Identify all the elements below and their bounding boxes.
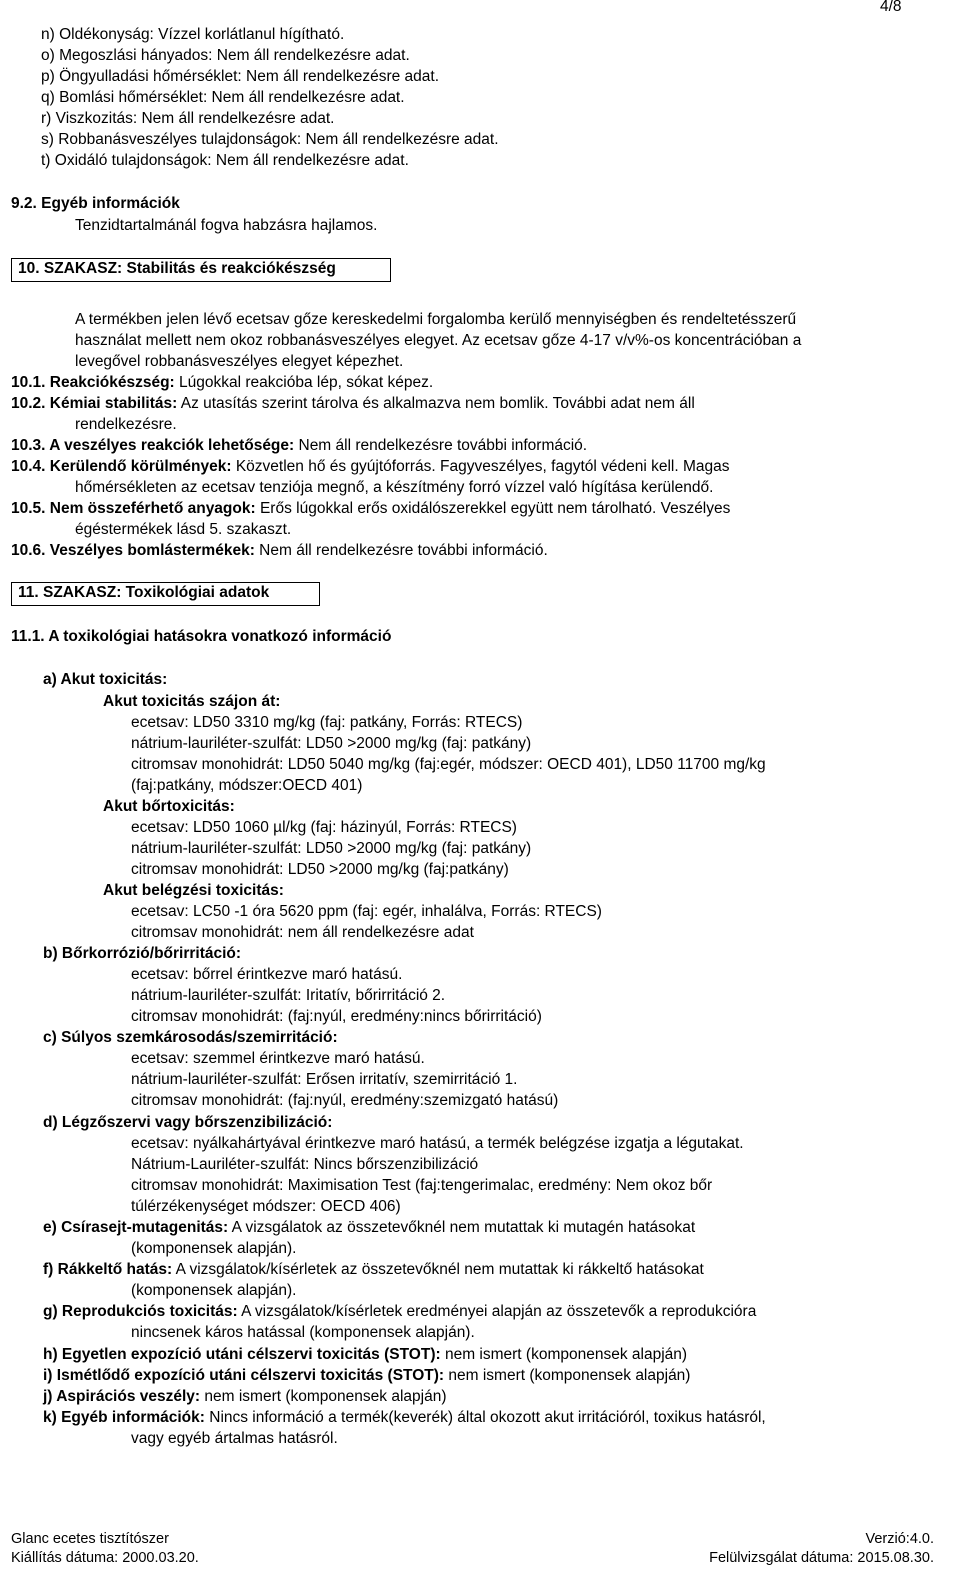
carcinogenicity: f) Rákkeltő hatás: A vizsgálatok/kísérletek az összetevőknél nem mutattak ki rákkeltő hatásokat bbox=[43, 1261, 704, 1278]
property-s: s) Robbanásveszélyes tulajdonságok: Nem áll rendelkezésre adat. bbox=[41, 131, 499, 148]
section-10-title-box bbox=[11, 258, 391, 282]
reproductive-toxicity: g) Reprodukciós toxicitás: A vizsgálatok/kísérletek eredményei alapján az összetevők a reprodukcióra bbox=[43, 1303, 757, 1320]
eye-damage-line: citromsav monohidrát: (faj:nyúl, eredmény:szemizgató hatású) bbox=[131, 1092, 559, 1109]
sensitisation-heading: d) Légzőszervi vagy bőrszenzibilizáció: bbox=[43, 1114, 333, 1131]
section-10-intro: levegővel robbanásveszélyes elegyet képezhet. bbox=[75, 353, 404, 370]
eye-damage-line: nátrium-lauriléter-szulfát: Erősen irritatív, szemirritáció 1. bbox=[131, 1071, 518, 1088]
subsection-11-1-heading: 11.1. A toxikológiai hatásokra vonatkozó információ bbox=[11, 628, 392, 645]
item-10-2-cont: rendelkezésre. bbox=[75, 416, 177, 433]
stot-repeated: i) Ismétlődő expozíció utáni célszervi toxicitás (STOT): nem ismert (komponensek alapján) bbox=[43, 1367, 691, 1384]
sensitisation-line: ecetsav: nyálkahártyával érintkezve maró hatású, a termék belégzése izgatja a légutakat. bbox=[131, 1135, 744, 1152]
mutagenicity-cont: (komponensek alapján). bbox=[131, 1240, 297, 1257]
oral-toxicity-line: (faj:patkány, módszer:OECD 401) bbox=[131, 777, 363, 794]
section-10-intro: használat mellett nem okoz robbanásveszélyes elegyet. Az ecetsav gőze 4-17 v/v%-os koncentrációban a bbox=[75, 332, 802, 349]
inhalation-toxicity-line: ecetsav: LC50 -1 óra 5620 ppm (faj: egér, inhalálva, Forrás: RTECS) bbox=[131, 903, 602, 920]
acute-toxicity-heading: a) Akut toxicitás: bbox=[43, 671, 168, 688]
footer-review-date: Felülvizsgálat dátuma: 2015.08.30. bbox=[709, 1550, 934, 1566]
other-information-cont: vagy egyéb ártalmas hatásról. bbox=[131, 1430, 338, 1447]
property-t: t) Oxidáló tulajdonságok: Nem áll rendelkezésre adat. bbox=[41, 152, 409, 169]
item-10-2: 10.2. Kémiai stabilitás: Az utasítás szerint tárolva és alkalmazva nem bomlik. További adat nem áll bbox=[11, 395, 695, 412]
sensitisation-line: túlérzékenységet módszer: OECD 406) bbox=[131, 1198, 401, 1215]
skin-corrosion-line: ecetsav: bőrrel érintkezve maró hatású. bbox=[131, 966, 403, 983]
sensitisation-line: citromsav monohidrát: Maximisation Test (faj:tengerimalac, eredmény: Nem okoz bőr bbox=[131, 1177, 713, 1194]
footer-product-name: Glanc ecetes tisztítószer bbox=[11, 1531, 169, 1547]
subsection-9-2-text: Tenzidtartalmánál fogva habzásra hajlamos. bbox=[75, 217, 378, 234]
eye-damage-heading: c) Súlyos szemkárosodás/szemirritáció: bbox=[43, 1029, 338, 1046]
property-r: r) Viszkozitás: Nem áll rendelkezésre adat. bbox=[41, 110, 335, 127]
item-10-1: 10.1. Reakciókészség: Lúgokkal reakcióba lép, sókat képez. bbox=[11, 374, 434, 391]
section-10-title: 10. SZAKASZ: Stabilitás és reakciókészség bbox=[18, 260, 336, 277]
carcinogenicity-cont: (komponensek alapján). bbox=[131, 1282, 297, 1299]
page-number: 4/8 bbox=[880, 0, 902, 15]
eye-damage-line: ecetsav: szemmel érintkezve maró hatású. bbox=[131, 1050, 425, 1067]
inhalation-toxicity-heading: Akut belégzési toxicitás: bbox=[103, 882, 284, 899]
item-10-3: 10.3. A veszélyes reakciók lehetősége: Nem áll rendelkezésre további információ. bbox=[11, 437, 588, 454]
dermal-toxicity-line: ecetsav: LD50 1060 µl/kg (faj: házinyúl, Forrás: RTECS) bbox=[131, 819, 517, 836]
dermal-toxicity-heading: Akut bőrtoxicitás: bbox=[103, 798, 235, 815]
section-11-title-box bbox=[11, 582, 320, 606]
skin-corrosion-line: nátrium-lauriléter-szulfát: Iritatív, bőrirritáció 2. bbox=[131, 987, 446, 1004]
dermal-toxicity-line: nátrium-lauriléter-szulfát: LD50 >2000 mg/kg (faj: patkány) bbox=[131, 840, 532, 857]
aspiration-hazard: j) Aspirációs veszély: nem ismert (komponensek alapján) bbox=[43, 1388, 447, 1405]
property-o: o) Megoszlási hányados: Nem áll rendelkezésre adat. bbox=[41, 47, 410, 64]
sensitisation-line: Nátrium-Lauriléter-szulfát: Nincs bőrszenzibilizáció bbox=[131, 1156, 479, 1173]
oral-toxicity-line: citromsav monohidrát: LD50 5040 mg/kg (faj:egér, módszer: OECD 401), LD50 11700 mg/kg bbox=[131, 756, 766, 773]
stot-single: h) Egyetlen expozíció utáni célszervi toxicitás (STOT): nem ismert (komponensek alapján) bbox=[43, 1346, 688, 1363]
subsection-9-2-heading: 9.2. Egyéb információk bbox=[11, 195, 180, 212]
section-10-intro: A termékben jelen lévő ecetsav gőze kereskedelmi forgalomba kerülő mennyiségben és rendeltetésszerű bbox=[75, 311, 797, 328]
dermal-toxicity-line: citromsav monohidrát: LD50 >2000 mg/kg (faj:patkány) bbox=[131, 861, 509, 878]
oral-toxicity-heading: Akut toxicitás szájon át: bbox=[103, 693, 281, 710]
item-10-5: 10.5. Nem összeférhető anyagok: Erős lúgokkal erős oxidálószerekkel együtt nem tárolható. Veszélyes bbox=[11, 500, 731, 517]
item-10-4: 10.4. Kerülendő körülmények: Közvetlen hő és gyújtóforrás. Fagyveszélyes, fagytól védeni kell. Magas bbox=[11, 458, 730, 475]
footer-issue-date: Kiállítás dátuma: 2000.03.20. bbox=[11, 1550, 199, 1566]
skin-corrosion-line: citromsav monohidrát: (faj:nyúl, eredmény:nincs bőrirritáció) bbox=[131, 1008, 542, 1025]
section-11-title: 11. SZAKASZ: Toxikológiai adatok bbox=[18, 584, 270, 601]
oral-toxicity-line: ecetsav: LD50 3310 mg/kg (faj: patkány, Forrás: RTECS) bbox=[131, 714, 523, 731]
item-10-6: 10.6. Veszélyes bomlástermékek: Nem áll rendelkezésre további információ. bbox=[11, 542, 548, 559]
item-10-4-cont: hőmérsékleten az ecetsav tenziója megnő, a készítmény forró vízzel való hígítása kerülendő. bbox=[75, 479, 714, 496]
property-n: n) Oldékonyság: Vízzel korlátlanul hígítható. bbox=[41, 26, 345, 43]
mutagenicity: e) Csírasejt-mutagenitás: A vizsgálatok az összetevőknél nem mutattak ki mutagén hatásokat bbox=[43, 1219, 696, 1236]
other-information: k) Egyéb információk: Nincs információ a termék(keverék) által okozott akut irritációról, toxikus hatásról, bbox=[43, 1409, 766, 1426]
reproductive-toxicity-cont: nincsenek káros hatással (komponensek alapján). bbox=[131, 1324, 475, 1341]
oral-toxicity-line: nátrium-lauriléter-szulfát: LD50 >2000 mg/kg (faj: patkány) bbox=[131, 735, 532, 752]
footer-version: Verzió:4.0. bbox=[865, 1531, 934, 1547]
inhalation-toxicity-line: citromsav monohidrát: nem áll rendelkezésre adat bbox=[131, 924, 474, 941]
property-q: q) Bomlási hőmérséklet: Nem áll rendelkezésre adat. bbox=[41, 89, 405, 106]
skin-corrosion-heading: b) Bőrkorrózió/bőrirritáció: bbox=[43, 945, 242, 962]
property-p: p) Öngyulladási hőmérséklet: Nem áll rendelkezésre adat. bbox=[41, 68, 440, 85]
item-10-5-cont: égéstermékek lásd 5. szakaszt. bbox=[75, 521, 292, 538]
